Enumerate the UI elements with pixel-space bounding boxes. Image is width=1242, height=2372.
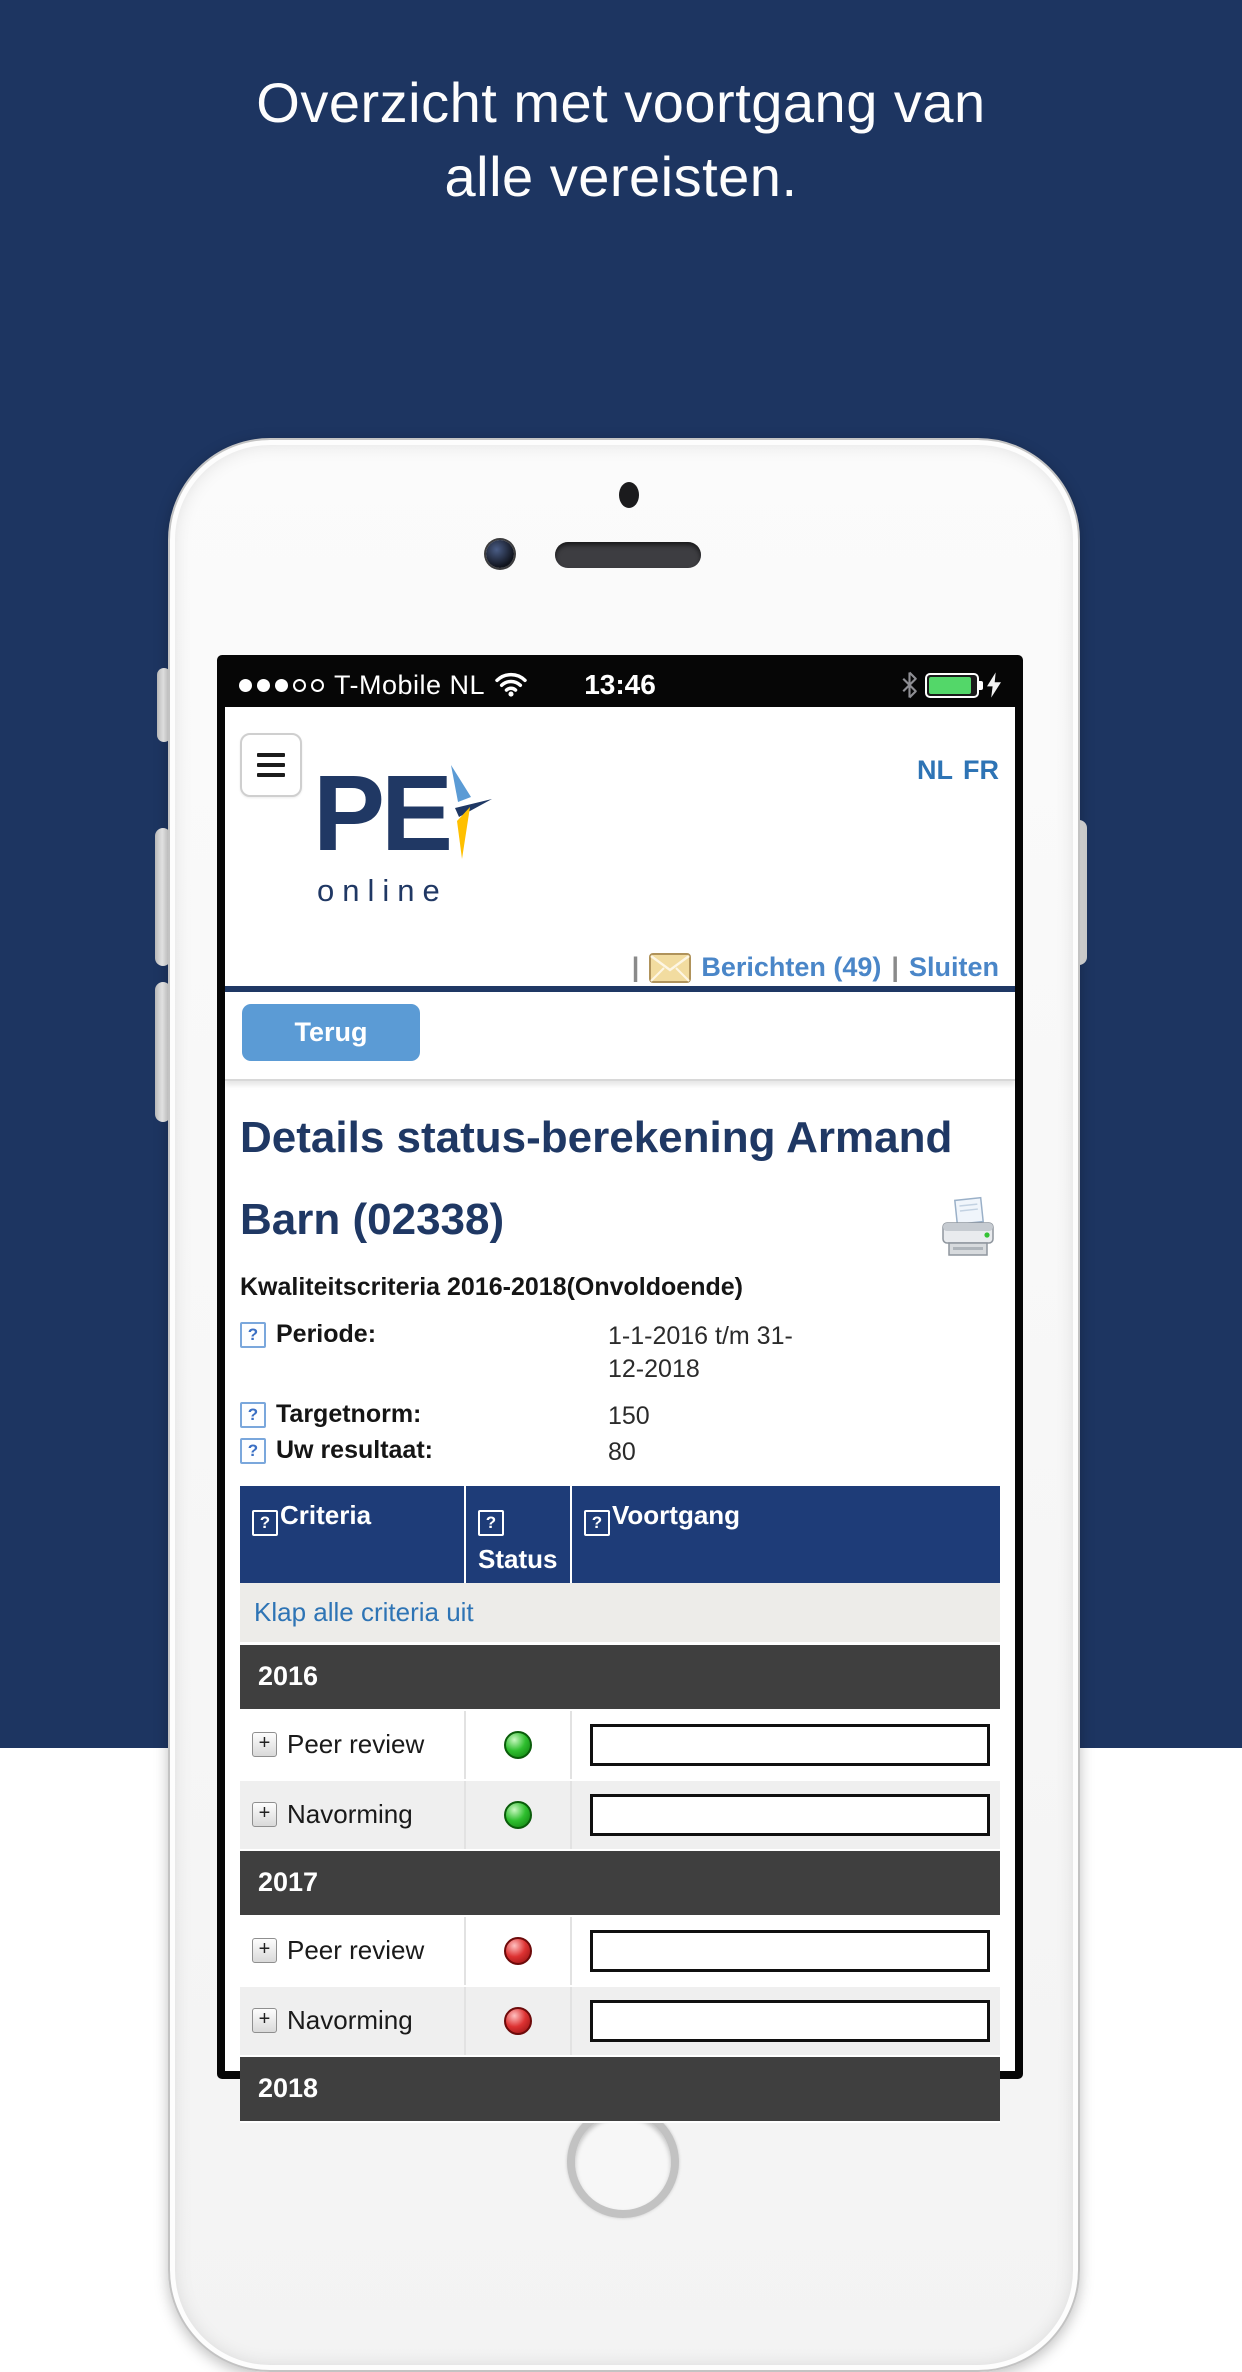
criteria-label: Peer review <box>287 1729 425 1760</box>
status-bar <box>225 663 1015 707</box>
envelope-icon <box>649 953 691 983</box>
expand-row-button[interactable]: + <box>252 2008 277 2033</box>
close-link[interactable]: Sluiten <box>908 952 999 982</box>
back-button[interactable]: Terug <box>242 1004 420 1061</box>
expand-row-button[interactable]: + <box>252 1732 277 1757</box>
separator: | <box>631 952 640 982</box>
hamburger-icon <box>257 753 285 757</box>
criteria-table <box>240 1486 1000 2123</box>
help-icon[interactable]: ? <box>240 1438 266 1464</box>
hamburger-menu-button[interactable] <box>240 733 302 797</box>
criteria-row <box>240 1917 1000 1987</box>
field-value: 1-1-2016 t/m 31-12-2018 <box>608 1321 793 1384</box>
expand-all-row <box>240 1583 1000 1645</box>
field-uw-resultaat <box>240 1436 1000 1472</box>
status-green-icon <box>504 1731 532 1759</box>
criteria-label: Peer review <box>287 1935 425 1966</box>
page-title-line-2: Barn (02338) <box>240 1194 505 1244</box>
page-title <box>240 1097 985 1261</box>
status-red-icon <box>504 1937 532 1965</box>
subheading: Kwaliteitscriteria 2016-2018(Onvoldoende) <box>240 1272 743 1301</box>
progress-bar <box>590 2000 990 2042</box>
proximity-sensor-dot <box>619 482 639 508</box>
language-link-fr[interactable]: FR <box>963 755 999 785</box>
field-label: Uw resultaat: <box>276 1435 433 1464</box>
criteria-label: Navorming <box>287 2005 413 2036</box>
bluetooth-icon <box>902 672 917 698</box>
logo-text-sub: online <box>317 872 448 908</box>
help-icon[interactable]: ? <box>252 1510 278 1536</box>
carrier-label: T-Mobile NL <box>334 669 486 700</box>
progress-bar <box>590 1794 990 1836</box>
criteria-row <box>240 1987 1000 2057</box>
criteria-row <box>240 1711 1000 1781</box>
language-switcher <box>917 755 999 786</box>
field-label: Targetnorm: <box>276 1399 422 1428</box>
year-header-2017: 2017 <box>240 1851 1000 1917</box>
field-label: Periode: <box>276 1319 377 1348</box>
field-targetnorm <box>240 1400 1000 1436</box>
phone-screen <box>217 655 1023 2104</box>
column-header-criteria: ? Criteria <box>240 1486 466 1583</box>
field-value: 80 <box>608 1437 636 1466</box>
help-icon[interactable]: ? <box>240 1322 266 1348</box>
earpiece-speaker <box>555 542 701 568</box>
header-links <box>632 952 999 983</box>
toolbar <box>225 992 1015 1081</box>
screen-viewport <box>225 663 1015 2104</box>
expand-row-button[interactable]: + <box>252 1802 277 1827</box>
home-button <box>567 2106 679 2218</box>
table-header <box>240 1486 1000 1583</box>
charging-bolt-icon <box>987 672 1001 698</box>
field-periode <box>240 1320 1000 1400</box>
help-icon[interactable]: ? <box>240 1402 266 1428</box>
column-header-voortgang: ? Voortgang <box>572 1486 1000 1583</box>
page-caption <box>0 66 1242 214</box>
clock-label: 13:46 <box>584 669 656 700</box>
logo-text-main: PE <box>313 752 450 873</box>
battery-icon <box>925 673 979 698</box>
page-title-line-1: Details status-berekening Armand <box>240 1113 953 1162</box>
year-header-2018: 2018 <box>240 2057 1000 2123</box>
signal-strength-icon <box>239 679 324 692</box>
criteria-label: Navorming <box>287 1799 413 1830</box>
pe-online-logo[interactable] <box>313 752 533 909</box>
criteria-row <box>240 1781 1000 1851</box>
main-content <box>225 1097 1015 2123</box>
language-link-nl[interactable]: NL <box>917 755 953 785</box>
logo-star-icon <box>441 763 493 863</box>
progress-bar <box>590 1724 990 1766</box>
expand-all-link[interactable]: Klap alle criteria uit <box>254 1596 474 1627</box>
status-red-icon <box>504 2007 532 2035</box>
status-green-icon <box>504 1801 532 1829</box>
messages-link[interactable]: Berichten (49) <box>701 952 882 982</box>
field-value: 150 <box>608 1401 650 1430</box>
column-header-status: ? Status <box>466 1486 572 1583</box>
print-icon[interactable] <box>939 1197 997 1259</box>
separator: | <box>891 952 899 982</box>
wifi-icon <box>495 673 527 697</box>
caption-line-2: alle vereisten. <box>444 144 798 208</box>
front-camera <box>486 540 514 568</box>
year-header-2016: 2016 <box>240 1645 1000 1711</box>
help-icon[interactable]: ? <box>584 1510 610 1536</box>
progress-bar <box>590 1930 990 1972</box>
caption-line-1: Overzicht met voortgang van <box>256 71 986 134</box>
help-icon[interactable]: ? <box>478 1510 504 1536</box>
site-header <box>225 707 1015 992</box>
expand-row-button[interactable]: + <box>252 1938 277 1963</box>
summary-fields <box>240 1320 1000 1472</box>
